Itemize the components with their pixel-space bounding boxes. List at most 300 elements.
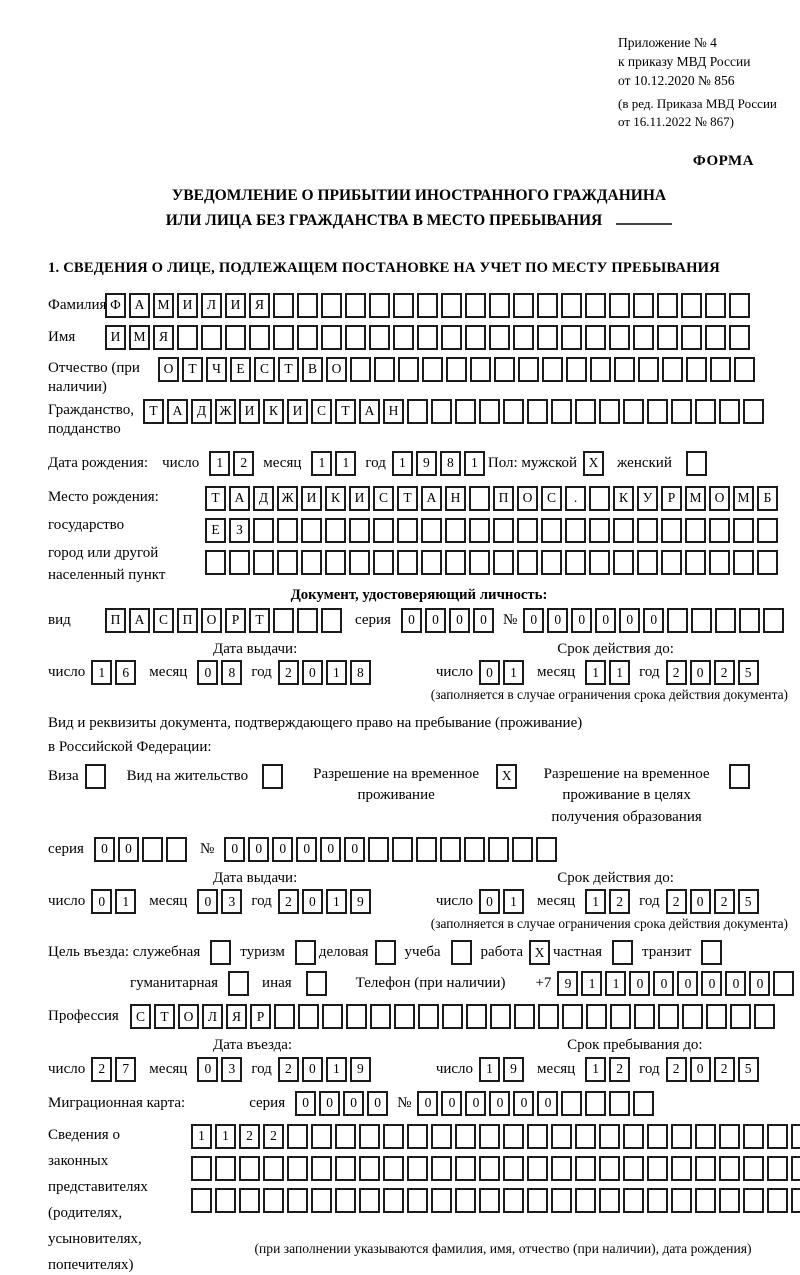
doc-valid-year-cells[interactable] <box>666 660 762 685</box>
surname-cells[interactable] <box>105 293 753 318</box>
char-cell[interactable] <box>685 518 706 543</box>
char-cell[interactable]: 2 <box>263 1124 284 1149</box>
char-cell[interactable]: М <box>685 486 706 511</box>
char-cell[interactable] <box>373 518 394 543</box>
char-cell[interactable]: 0 <box>479 660 500 685</box>
char-cell[interactable] <box>710 357 731 382</box>
profession-cells[interactable] <box>130 1004 778 1029</box>
char-cell[interactable] <box>417 293 438 318</box>
char-cell[interactable] <box>373 550 394 575</box>
char-cell[interactable] <box>757 518 778 543</box>
entry-year-cells[interactable] <box>278 1057 374 1082</box>
doc-valid-month-cells[interactable] <box>585 660 633 685</box>
char-cell[interactable]: 0 <box>547 608 568 633</box>
char-cell[interactable] <box>469 518 490 543</box>
char-cell[interactable]: 0 <box>319 1091 340 1116</box>
char-cell[interactable] <box>311 1188 332 1213</box>
char-cell[interactable]: 1 <box>479 1057 500 1082</box>
char-cell[interactable]: Т <box>182 357 203 382</box>
char-cell[interactable] <box>767 1124 788 1149</box>
char-cell[interactable]: А <box>129 608 150 633</box>
char-cell[interactable]: С <box>254 357 275 382</box>
char-cell[interactable] <box>325 550 346 575</box>
char-cell[interactable] <box>422 357 443 382</box>
char-cell[interactable]: 0 <box>473 608 494 633</box>
char-cell[interactable]: 2 <box>714 660 735 685</box>
char-cell[interactable] <box>754 1004 775 1029</box>
res-issue-month-cells[interactable] <box>197 889 245 914</box>
char-cell[interactable] <box>503 1188 524 1213</box>
char-cell[interactable]: 2 <box>239 1124 260 1149</box>
char-cell[interactable] <box>685 550 706 575</box>
char-cell[interactable]: Д <box>191 399 212 424</box>
char-cell[interactable] <box>637 550 658 575</box>
char-cell[interactable] <box>215 1156 236 1181</box>
birth-month-cells[interactable] <box>311 451 359 476</box>
char-cell[interactable]: 9 <box>350 889 371 914</box>
char-cell[interactable] <box>514 1004 535 1029</box>
char-cell[interactable] <box>440 837 461 862</box>
char-cell[interactable] <box>398 357 419 382</box>
char-cell[interactable] <box>441 293 462 318</box>
temp-residence-edu-checkbox[interactable] <box>729 764 753 789</box>
char-cell[interactable] <box>767 1188 788 1213</box>
char-cell[interactable] <box>297 608 318 633</box>
char-cell[interactable]: Е <box>205 518 226 543</box>
char-cell[interactable]: 2 <box>609 889 630 914</box>
char-cell[interactable] <box>551 399 572 424</box>
char-cell[interactable]: 8 <box>440 451 461 476</box>
char-cell[interactable] <box>215 1188 236 1213</box>
char-cell[interactable] <box>421 550 442 575</box>
char-cell[interactable]: X <box>496 764 517 789</box>
representatives-row1-cells[interactable] <box>191 1124 800 1149</box>
char-cell[interactable] <box>416 837 437 862</box>
birthplace-row3-cells[interactable] <box>205 550 781 575</box>
char-cell[interactable] <box>733 518 754 543</box>
char-cell[interactable]: 2 <box>714 889 735 914</box>
char-cell[interactable] <box>205 550 226 575</box>
char-cell[interactable]: 0 <box>465 1091 486 1116</box>
char-cell[interactable] <box>734 357 755 382</box>
char-cell[interactable]: К <box>325 486 346 511</box>
char-cell[interactable] <box>561 325 582 350</box>
char-cell[interactable] <box>599 1156 620 1181</box>
char-cell[interactable]: 1 <box>326 889 347 914</box>
char-cell[interactable] <box>465 325 486 350</box>
char-cell[interactable] <box>177 325 198 350</box>
char-cell[interactable] <box>263 1156 284 1181</box>
char-cell[interactable] <box>536 837 557 862</box>
char-cell[interactable]: 3 <box>221 889 242 914</box>
purpose-study-checkbox[interactable] <box>451 940 475 965</box>
purpose-private-checkbox[interactable] <box>612 940 636 965</box>
char-cell[interactable] <box>537 293 558 318</box>
char-cell[interactable]: 0 <box>690 660 711 685</box>
char-cell[interactable] <box>599 1124 620 1149</box>
char-cell[interactable] <box>671 399 692 424</box>
char-cell[interactable]: 0 <box>449 608 470 633</box>
char-cell[interactable] <box>730 1004 751 1029</box>
char-cell[interactable] <box>623 1188 644 1213</box>
birthplace-row2-cells[interactable] <box>205 518 781 543</box>
char-cell[interactable]: И <box>349 486 370 511</box>
char-cell[interactable] <box>407 1188 428 1213</box>
char-cell[interactable]: Н <box>383 399 404 424</box>
char-cell[interactable] <box>191 1188 212 1213</box>
char-cell[interactable] <box>493 518 514 543</box>
char-cell[interactable] <box>527 399 548 424</box>
char-cell[interactable] <box>249 325 270 350</box>
char-cell[interactable]: X <box>583 451 604 476</box>
char-cell[interactable]: О <box>709 486 730 511</box>
char-cell[interactable]: С <box>130 1004 151 1029</box>
mig-number-cells[interactable] <box>417 1091 657 1116</box>
char-cell[interactable]: Т <box>154 1004 175 1029</box>
char-cell[interactable] <box>253 518 274 543</box>
char-cell[interactable]: 1 <box>326 1057 347 1082</box>
char-cell[interactable] <box>321 325 342 350</box>
char-cell[interactable] <box>695 1188 716 1213</box>
char-cell[interactable]: Т <box>335 399 356 424</box>
char-cell[interactable]: Ж <box>215 399 236 424</box>
char-cell[interactable]: 1 <box>115 889 136 914</box>
char-cell[interactable] <box>706 1004 727 1029</box>
char-cell[interactable] <box>311 1156 332 1181</box>
temp-residence-checkbox[interactable] <box>496 764 520 789</box>
char-cell[interactable] <box>359 1124 380 1149</box>
char-cell[interactable] <box>166 837 187 862</box>
char-cell[interactable] <box>705 293 726 318</box>
char-cell[interactable] <box>494 357 515 382</box>
char-cell[interactable]: 1 <box>585 660 606 685</box>
char-cell[interactable] <box>610 1004 631 1029</box>
char-cell[interactable]: 6 <box>115 660 136 685</box>
char-cell[interactable]: 2 <box>91 1057 112 1082</box>
char-cell[interactable] <box>394 1004 415 1029</box>
char-cell[interactable] <box>612 940 633 965</box>
char-cell[interactable]: 1 <box>605 971 626 996</box>
char-cell[interactable] <box>729 764 750 789</box>
stay-day-cells[interactable] <box>479 1057 527 1082</box>
char-cell[interactable] <box>638 357 659 382</box>
char-cell[interactable] <box>633 293 654 318</box>
char-cell[interactable] <box>527 1124 548 1149</box>
char-cell[interactable] <box>517 550 538 575</box>
sex-male-checkbox[interactable] <box>583 451 607 476</box>
char-cell[interactable] <box>657 325 678 350</box>
char-cell[interactable]: Е <box>230 357 251 382</box>
char-cell[interactable] <box>488 837 509 862</box>
char-cell[interactable]: 0 <box>425 608 446 633</box>
char-cell[interactable] <box>527 1188 548 1213</box>
char-cell[interactable]: 1 <box>91 660 112 685</box>
char-cell[interactable]: А <box>229 486 250 511</box>
char-cell[interactable]: 0 <box>320 837 341 862</box>
char-cell[interactable] <box>661 550 682 575</box>
char-cell[interactable] <box>451 940 472 965</box>
char-cell[interactable]: И <box>287 399 308 424</box>
char-cell[interactable] <box>359 1156 380 1181</box>
char-cell[interactable]: 1 <box>191 1124 212 1149</box>
char-cell[interactable]: Т <box>205 486 226 511</box>
char-cell[interactable] <box>589 486 610 511</box>
char-cell[interactable]: 1 <box>215 1124 236 1149</box>
char-cell[interactable]: 0 <box>272 837 293 862</box>
char-cell[interactable] <box>575 1156 596 1181</box>
char-cell[interactable] <box>613 550 634 575</box>
char-cell[interactable]: Я <box>153 325 174 350</box>
patronymic-cells[interactable] <box>158 357 758 382</box>
char-cell[interactable] <box>609 325 630 350</box>
res-valid-month-cells[interactable] <box>585 889 633 914</box>
res-valid-day-cells[interactable] <box>479 889 527 914</box>
char-cell[interactable] <box>613 518 634 543</box>
char-cell[interactable] <box>565 518 586 543</box>
char-cell[interactable]: Л <box>201 293 222 318</box>
char-cell[interactable] <box>277 550 298 575</box>
char-cell[interactable] <box>479 1124 500 1149</box>
char-cell[interactable] <box>346 1004 367 1029</box>
char-cell[interactable]: 0 <box>677 971 698 996</box>
char-cell[interactable]: 0 <box>595 608 616 633</box>
doc-kind-cells[interactable] <box>105 608 345 633</box>
char-cell[interactable] <box>565 550 586 575</box>
char-cell[interactable] <box>633 325 654 350</box>
char-cell[interactable] <box>623 1124 644 1149</box>
char-cell[interactable] <box>301 550 322 575</box>
char-cell[interactable]: У <box>637 486 658 511</box>
stay-month-cells[interactable] <box>585 1057 633 1082</box>
phone-cells[interactable] <box>557 971 797 996</box>
char-cell[interactable]: 0 <box>417 1091 438 1116</box>
char-cell[interactable]: А <box>421 486 442 511</box>
char-cell[interactable] <box>542 357 563 382</box>
char-cell[interactable]: 0 <box>94 837 115 862</box>
char-cell[interactable] <box>274 1004 295 1029</box>
char-cell[interactable] <box>541 550 562 575</box>
stay-year-cells[interactable] <box>666 1057 762 1082</box>
char-cell[interactable] <box>349 518 370 543</box>
char-cell[interactable] <box>681 325 702 350</box>
char-cell[interactable] <box>228 971 249 996</box>
char-cell[interactable]: 0 <box>344 837 365 862</box>
char-cell[interactable]: И <box>177 293 198 318</box>
char-cell[interactable]: Ф <box>105 293 126 318</box>
char-cell[interactable] <box>647 399 668 424</box>
char-cell[interactable] <box>306 971 327 996</box>
res-series-cells[interactable] <box>94 837 190 862</box>
char-cell[interactable]: П <box>105 608 126 633</box>
char-cell[interactable] <box>466 1004 487 1029</box>
char-cell[interactable] <box>446 357 467 382</box>
char-cell[interactable] <box>561 1091 582 1116</box>
char-cell[interactable] <box>383 1188 404 1213</box>
char-cell[interactable] <box>262 764 283 789</box>
char-cell[interactable] <box>191 1156 212 1181</box>
char-cell[interactable] <box>469 550 490 575</box>
char-cell[interactable]: К <box>263 399 284 424</box>
res-issue-day-cells[interactable] <box>91 889 139 914</box>
char-cell[interactable]: 0 <box>302 1057 323 1082</box>
char-cell[interactable]: 2 <box>278 889 299 914</box>
char-cell[interactable] <box>349 550 370 575</box>
doc-issue-day-cells[interactable] <box>91 660 139 685</box>
char-cell[interactable]: Я <box>249 293 270 318</box>
char-cell[interactable] <box>142 837 163 862</box>
char-cell[interactable]: 5 <box>738 889 759 914</box>
char-cell[interactable] <box>490 1004 511 1029</box>
purpose-business-checkbox[interactable] <box>375 940 399 965</box>
char-cell[interactable]: 0 <box>343 1091 364 1116</box>
char-cell[interactable] <box>614 357 635 382</box>
char-cell[interactable] <box>503 1124 524 1149</box>
char-cell[interactable]: 5 <box>738 1057 759 1082</box>
char-cell[interactable] <box>397 550 418 575</box>
char-cell[interactable]: 2 <box>233 451 254 476</box>
representatives-row3-cells[interactable] <box>191 1188 800 1213</box>
name-cells[interactable] <box>105 325 753 350</box>
char-cell[interactable]: 0 <box>537 1091 558 1116</box>
char-cell[interactable]: И <box>105 325 126 350</box>
char-cell[interactable]: Я <box>226 1004 247 1029</box>
char-cell[interactable]: П <box>177 608 198 633</box>
char-cell[interactable] <box>469 486 490 511</box>
char-cell[interactable]: 7 <box>115 1057 136 1082</box>
purpose-humanitarian-checkbox[interactable] <box>228 971 252 996</box>
char-cell[interactable]: В <box>302 357 323 382</box>
purpose-other-checkbox[interactable] <box>306 971 330 996</box>
char-cell[interactable]: 0 <box>197 1057 218 1082</box>
char-cell[interactable]: Ч <box>206 357 227 382</box>
char-cell[interactable] <box>287 1124 308 1149</box>
char-cell[interactable] <box>375 940 396 965</box>
char-cell[interactable] <box>561 293 582 318</box>
char-cell[interactable]: 1 <box>326 660 347 685</box>
char-cell[interactable] <box>719 399 740 424</box>
char-cell[interactable] <box>210 940 231 965</box>
char-cell[interactable]: Ж <box>277 486 298 511</box>
visa-checkbox[interactable] <box>85 764 109 789</box>
char-cell[interactable] <box>239 1156 260 1181</box>
char-cell[interactable] <box>503 399 524 424</box>
char-cell[interactable] <box>599 1188 620 1213</box>
char-cell[interactable] <box>407 399 428 424</box>
char-cell[interactable]: 2 <box>666 889 687 914</box>
char-cell[interactable]: 5 <box>738 660 759 685</box>
char-cell[interactable] <box>729 325 750 350</box>
char-cell[interactable] <box>442 1004 463 1029</box>
char-cell[interactable] <box>658 1004 679 1029</box>
char-cell[interactable] <box>647 1188 668 1213</box>
doc-number-cells[interactable] <box>523 608 787 633</box>
char-cell[interactable]: 0 <box>302 660 323 685</box>
char-cell[interactable] <box>691 608 712 633</box>
char-cell[interactable]: 0 <box>441 1091 462 1116</box>
char-cell[interactable] <box>464 837 485 862</box>
char-cell[interactable]: 0 <box>643 608 664 633</box>
birthplace-row1-cells[interactable] <box>205 486 781 511</box>
char-cell[interactable] <box>757 550 778 575</box>
char-cell[interactable] <box>273 325 294 350</box>
residence-permit-checkbox[interactable] <box>262 764 286 789</box>
char-cell[interactable] <box>551 1156 572 1181</box>
char-cell[interactable] <box>671 1188 692 1213</box>
char-cell[interactable] <box>295 940 316 965</box>
char-cell[interactable]: 2 <box>714 1057 735 1082</box>
char-cell[interactable] <box>445 550 466 575</box>
char-cell[interactable] <box>767 1156 788 1181</box>
char-cell[interactable] <box>325 518 346 543</box>
char-cell[interactable] <box>586 1004 607 1029</box>
char-cell[interactable] <box>537 325 558 350</box>
char-cell[interactable]: 0 <box>197 660 218 685</box>
char-cell[interactable] <box>705 325 726 350</box>
purpose-tourism-checkbox[interactable] <box>295 940 319 965</box>
char-cell[interactable] <box>311 1124 332 1149</box>
char-cell[interactable] <box>455 399 476 424</box>
char-cell[interactable]: 0 <box>224 837 245 862</box>
char-cell[interactable]: 0 <box>725 971 746 996</box>
char-cell[interactable]: X <box>529 940 550 965</box>
char-cell[interactable] <box>512 837 533 862</box>
char-cell[interactable] <box>585 293 606 318</box>
char-cell[interactable] <box>709 550 730 575</box>
char-cell[interactable] <box>518 357 539 382</box>
char-cell[interactable] <box>575 399 596 424</box>
char-cell[interactable] <box>589 518 610 543</box>
doc-issue-year-cells[interactable] <box>278 660 374 685</box>
char-cell[interactable] <box>370 1004 391 1029</box>
char-cell[interactable] <box>647 1156 668 1181</box>
char-cell[interactable] <box>791 1124 800 1149</box>
char-cell[interactable] <box>681 293 702 318</box>
char-cell[interactable]: 0 <box>571 608 592 633</box>
res-issue-year-cells[interactable] <box>278 889 374 914</box>
doc-valid-day-cells[interactable] <box>479 660 527 685</box>
char-cell[interactable] <box>455 1124 476 1149</box>
char-cell[interactable] <box>335 1188 356 1213</box>
char-cell[interactable] <box>383 1156 404 1181</box>
char-cell[interactable]: М <box>733 486 754 511</box>
char-cell[interactable] <box>634 1004 655 1029</box>
char-cell[interactable] <box>657 293 678 318</box>
char-cell[interactable] <box>369 293 390 318</box>
char-cell[interactable] <box>719 1124 740 1149</box>
char-cell[interactable]: О <box>326 357 347 382</box>
char-cell[interactable]: Р <box>661 486 682 511</box>
char-cell[interactable]: 9 <box>503 1057 524 1082</box>
char-cell[interactable] <box>701 940 722 965</box>
char-cell[interactable]: О <box>178 1004 199 1029</box>
char-cell[interactable] <box>417 325 438 350</box>
char-cell[interactable]: 8 <box>350 660 371 685</box>
char-cell[interactable]: П <box>493 486 514 511</box>
char-cell[interactable]: Р <box>250 1004 271 1029</box>
char-cell[interactable] <box>715 608 736 633</box>
char-cell[interactable]: И <box>239 399 260 424</box>
char-cell[interactable]: Т <box>397 486 418 511</box>
doc-issue-month-cells[interactable] <box>197 660 245 685</box>
char-cell[interactable]: С <box>311 399 332 424</box>
char-cell[interactable] <box>335 1156 356 1181</box>
birth-year-cells[interactable] <box>392 451 488 476</box>
char-cell[interactable] <box>345 325 366 350</box>
char-cell[interactable]: 0 <box>690 889 711 914</box>
char-cell[interactable] <box>551 1124 572 1149</box>
char-cell[interactable] <box>585 325 606 350</box>
char-cell[interactable] <box>431 1124 452 1149</box>
